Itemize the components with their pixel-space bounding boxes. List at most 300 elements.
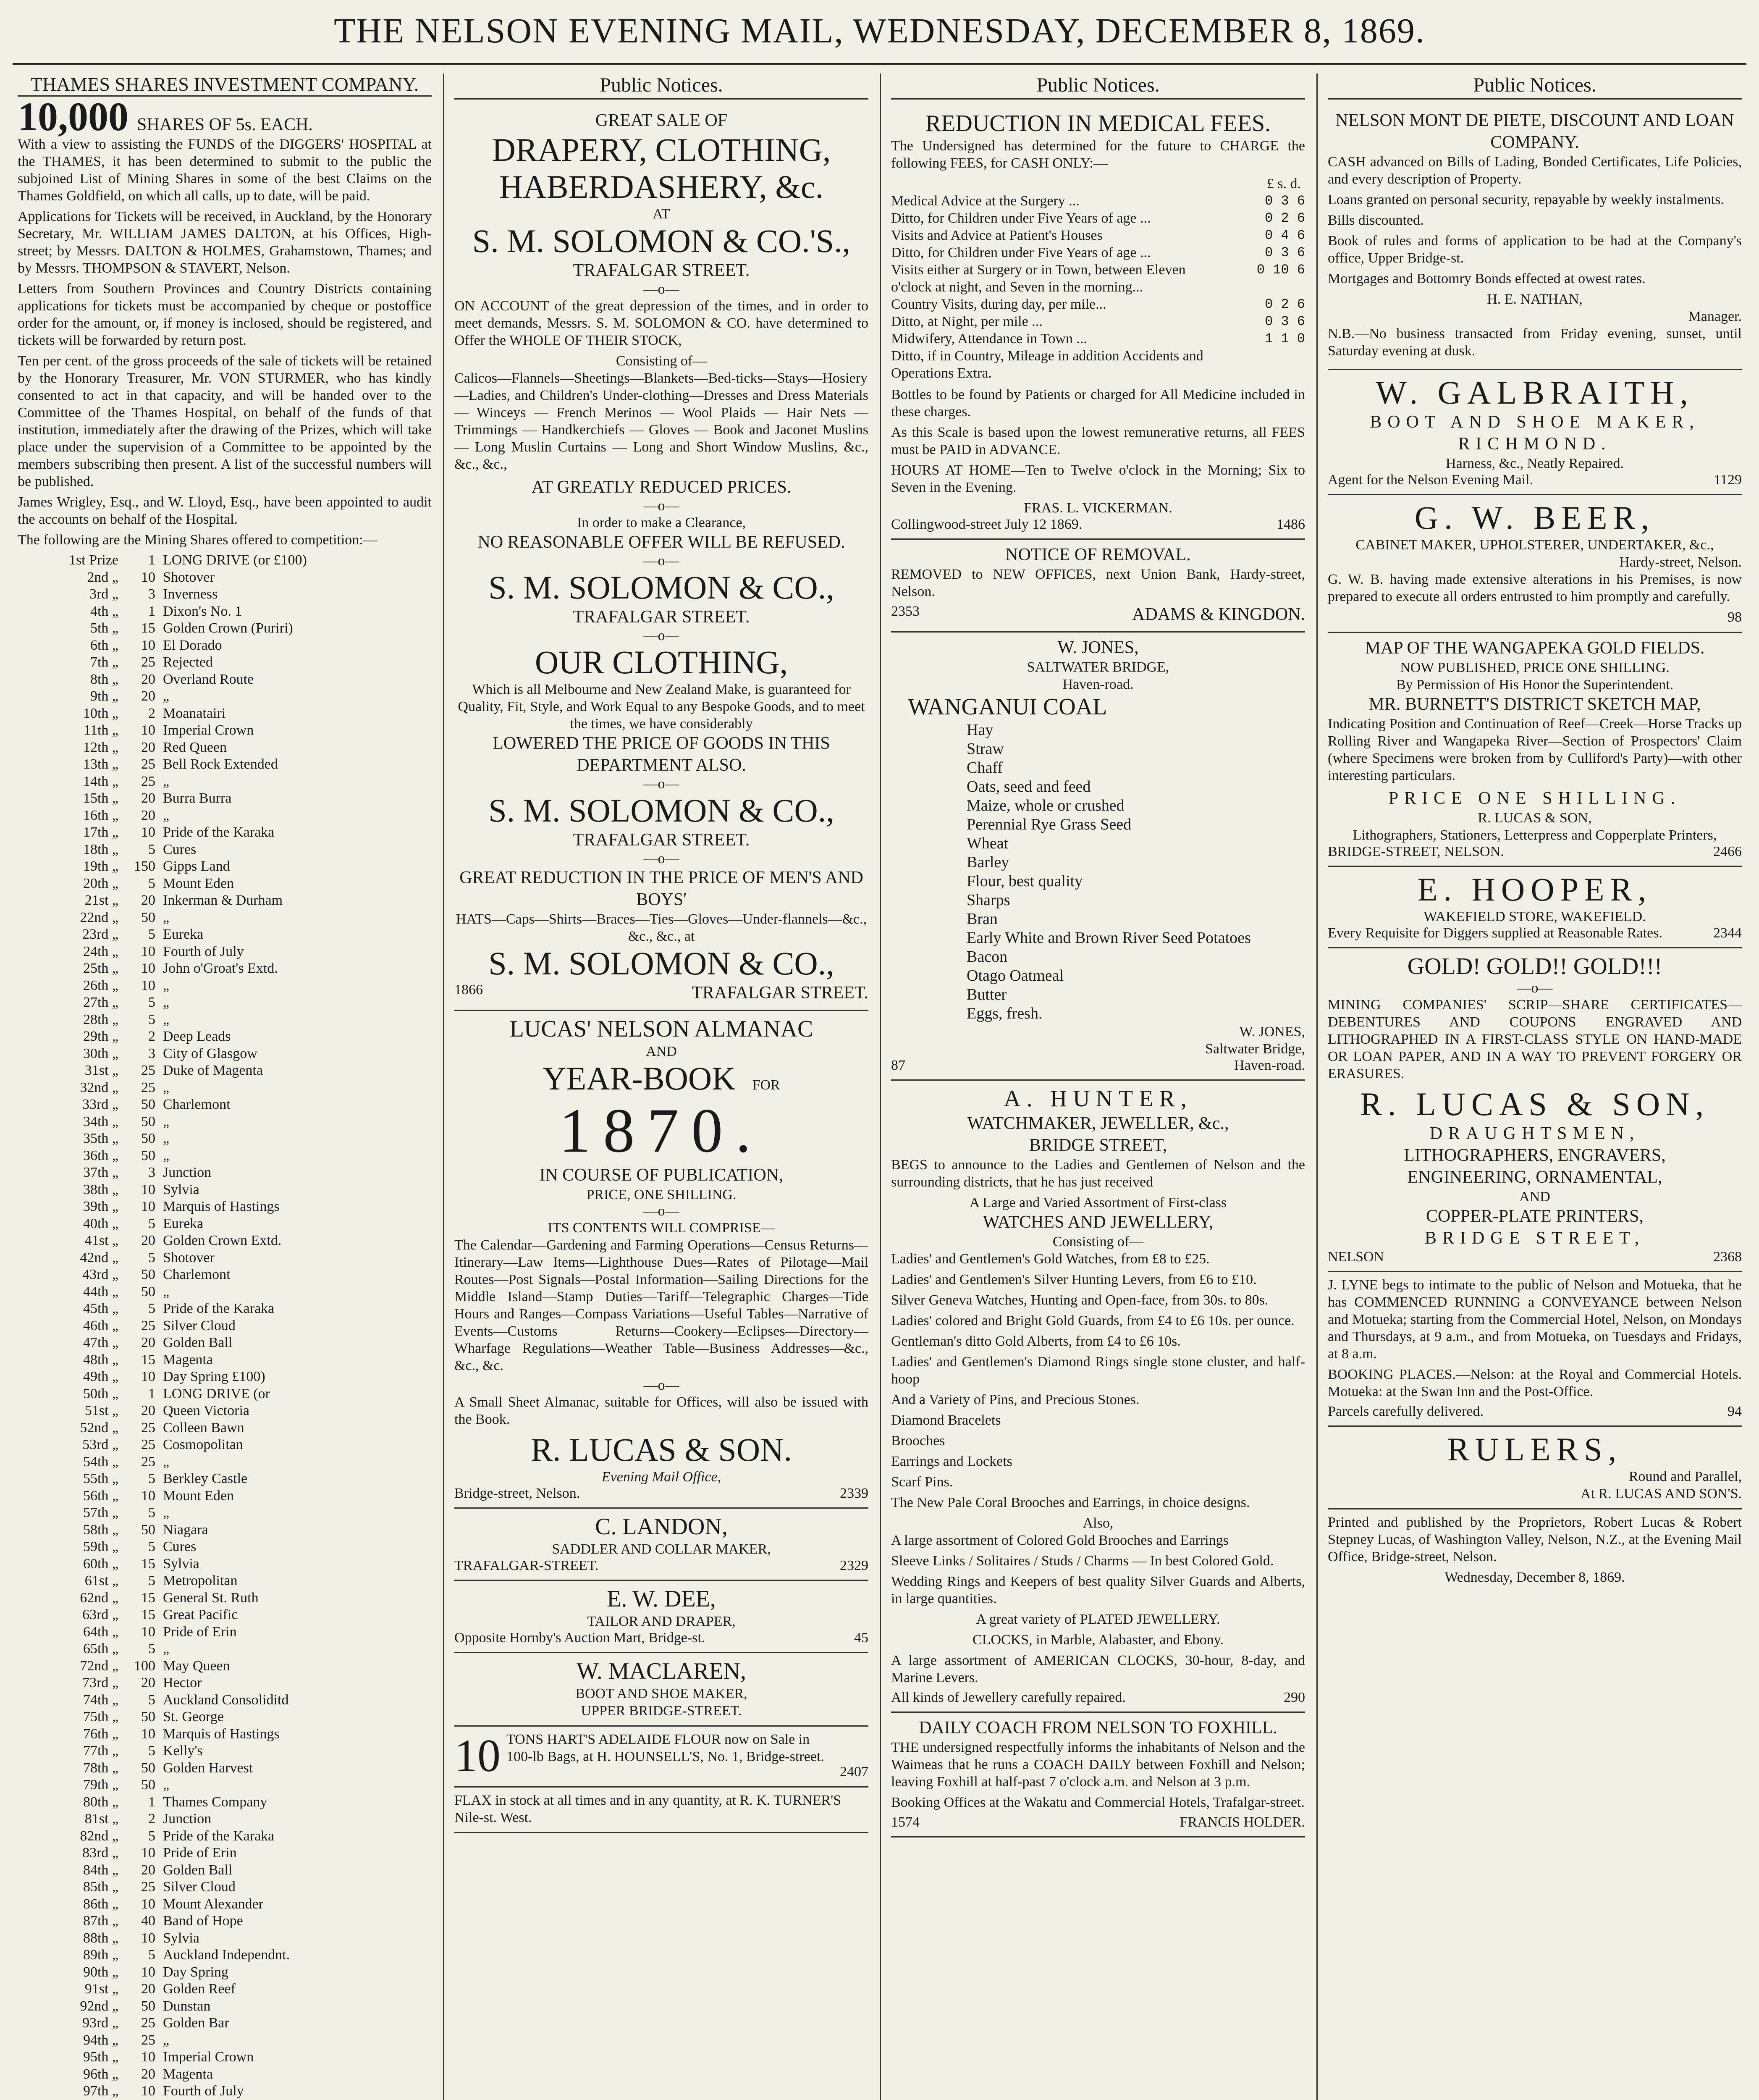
jewellery-item: Ladies' colored and Bright Gold Guards, from £4 to £6 10s. per ounce.: [891, 1313, 1295, 1328]
jones-signature: W. JONES,: [1239, 1024, 1305, 1040]
prize-cell: 5: [148, 1215, 155, 1231]
prize-cell: 25: [141, 756, 155, 772]
prize-cell: Queen Victoria: [163, 1403, 249, 1418]
prize-row: [18, 637, 432, 654]
prize-row: [18, 1284, 432, 1301]
booking-places: BOOKING PLACES.—Nelson: at the Royal and Commercial Hotels. Motueka: at the Swan Inn and the Post-Office.: [1328, 1367, 1742, 1399]
fees-table: [891, 192, 1305, 382]
prize-row: [18, 926, 432, 943]
prize-row: [18, 1045, 432, 1063]
prize-row: [18, 1198, 432, 1215]
prize-cell: 58th „: [83, 1522, 118, 1538]
prize-cell: 5: [148, 1505, 155, 1520]
prize-cell: Charlemont: [163, 1097, 231, 1112]
prize-cell: 5: [148, 995, 155, 1010]
prize-cell: „: [163, 1113, 170, 1129]
prize-cell: Golden Ball: [163, 1862, 233, 1878]
prize-cell: Day Spring £100): [163, 1369, 265, 1384]
jewellery-item: Ladies' and Gentlemen's Diamond Rings single stone cluster, and half-hoop: [891, 1354, 1305, 1387]
maclaren-desc: BOOT AND SHOE MAKER,: [575, 1686, 747, 1701]
prize-cell: 10: [141, 1964, 155, 1980]
prize-cell: „: [163, 995, 170, 1010]
prize-cell: Charlemont: [163, 1267, 231, 1282]
prize-cell: 50: [141, 1709, 155, 1725]
prize-cell: 5: [148, 1641, 155, 1656]
prize-cell: 5: [148, 1539, 155, 1554]
prize-cell: 5: [148, 841, 155, 857]
prize-row: [18, 1777, 432, 1794]
haven-road: Haven-road.: [1062, 677, 1134, 692]
prize-cell: 10: [141, 2083, 155, 2099]
thames-paragraph: Letters from Southern Provinces and Country Districts containing applications for tickets must be accompanied by cheque or postoffice order for the amount, or, if money is inclosed, should be registered, and tickets will be forwarded by return post.: [18, 281, 432, 348]
fee-value: 0 3 6: [1264, 193, 1305, 209]
prize-row: [18, 1113, 432, 1131]
hooper-text: Every Requisite for Diggers supplied at Reasonable Rates.: [1328, 925, 1662, 941]
prize-cell: 47th „: [83, 1335, 118, 1350]
ad-number: 2368: [1713, 1249, 1742, 1265]
goods-item: Early White and Brown River Seed Potatoes: [967, 929, 1251, 947]
imprint-date: Wednesday, December 8, 1869.: [1444, 1570, 1625, 1585]
prize-row: [18, 1624, 432, 1641]
prize-row: [18, 1590, 432, 1607]
burnett-map: MR. BURNETT'S DISTRICT SKETCH MAP,: [1368, 695, 1701, 714]
prize-cell: 3: [148, 1165, 155, 1180]
prize-cell: 25: [141, 1879, 155, 1895]
at-label: AT: [653, 206, 670, 222]
jones-name: W. JONES,: [1057, 638, 1139, 657]
prize-cell: City of Glasgow: [163, 1045, 257, 1061]
prize-row: [18, 1250, 432, 1267]
almanac-price: PRICE, ONE SHILLING.: [586, 1187, 737, 1202]
prize-cell: 3rd „: [89, 586, 118, 602]
prize-row: [18, 773, 432, 790]
prize-cell: 18th „: [83, 841, 118, 857]
drapery-heading: DRAPERY, CLOTHING,: [492, 131, 831, 168]
ad-number: 1866: [454, 982, 483, 998]
ad-number: 2329: [840, 1558, 868, 1573]
prize-cell: Junction: [163, 1165, 212, 1180]
goods-item: Oats, seed and feed: [967, 778, 1091, 795]
top-rule: [13, 63, 1746, 65]
prize-cell: 5: [148, 1471, 155, 1486]
prize-cell: 15: [141, 620, 155, 636]
cash-advanced: CASH advanced on Bills of Lading, Bonded Certificates, Life Policies, and every description of Property.: [1328, 154, 1742, 187]
prize-cell: „: [163, 688, 170, 704]
prize-cell: 10: [141, 1488, 155, 1504]
saltwater-bridge: SALTWATER BRIDGE,: [1027, 659, 1169, 675]
goods-list: [891, 721, 1305, 1023]
jewellery-item: The New Pale Coral Brooches and Earrings, in choice designs.: [891, 1495, 1250, 1510]
prize-cell: 2: [148, 705, 155, 721]
imprint: [1328, 1509, 1742, 1586]
prize-cell: 73rd „: [82, 1675, 118, 1690]
prize-cell: 1st Prize: [68, 552, 118, 568]
fee-description: Medical Advice at the Surgery ...: [891, 193, 1080, 209]
prize-row: [18, 1760, 432, 1777]
prize-cell: 100: [134, 1658, 155, 1674]
prize-cell: 85th „: [83, 1879, 118, 1895]
prize-cell: Golden Harvest: [163, 1760, 253, 1776]
prize-cell: Duke of Magenta: [163, 1063, 263, 1078]
agent-note: Agent for the Nelson Evening Mail.: [1328, 472, 1534, 488]
ad-number: 2353: [891, 604, 920, 619]
prize-cell: Magenta: [163, 1352, 213, 1368]
scale-note: As this Scale is based upon the lowest remunerative returns, all FEES must be PAID in ADVANCE.: [891, 425, 1305, 457]
lucas-son: R. LUCAS & SON.: [531, 1431, 792, 1468]
fee-description: Ditto, at Night, per mile ...: [891, 314, 1043, 329]
goods-item: Eggs, fresh.: [967, 1005, 1043, 1022]
american-clocks: A large assortment of AMERICAN CLOCKS, 30-hour, 8-day, and Marine Levers.: [891, 1653, 1305, 1685]
column-2: [445, 74, 878, 2100]
prize-row: [18, 1692, 432, 1709]
reduced-prices: AT GREATLY REDUCED PRICES.: [531, 478, 792, 497]
prize-cell: Fourth of July: [163, 2083, 244, 2099]
prize-row: [18, 756, 432, 773]
prize-cell: El Dorado: [163, 637, 222, 653]
in-publication: IN COURSE OF PUBLICATION,: [539, 1166, 784, 1185]
prize-cell: 20: [141, 1233, 155, 1248]
fee-value: 0 10 6: [1256, 262, 1305, 278]
almanac-year: 1870.: [559, 1096, 764, 1166]
prize-cell: 15th „: [83, 790, 118, 806]
prize-cell: John o'Groat's Extd.: [163, 961, 278, 976]
prize-cell: „: [163, 1147, 170, 1163]
bridge-street: Bridge-street, Nelson.: [454, 1486, 580, 1501]
prize-cell: 37th „: [83, 1165, 118, 1180]
prize-row: [18, 858, 432, 875]
draughtsmen: DRAUGHTSMEN,: [1429, 1124, 1640, 1143]
lucas-desc: Lithographers, Stationers, Letterpress and Copperplate Printers,: [1353, 827, 1717, 843]
prize-cell: Golden Crown (Puriri): [163, 620, 293, 636]
prize-cell: 10: [141, 1199, 155, 1214]
prize-cell: 33rd „: [82, 1097, 118, 1112]
prize-row: [18, 892, 432, 909]
beer-ad: [1328, 495, 1742, 633]
prize-row: [18, 909, 432, 927]
solomon-firm-3: S. M. SOLOMON & CO.,: [488, 792, 834, 829]
prize-row: [18, 1504, 432, 1522]
prize-row: [18, 1300, 432, 1318]
fee-description: Ditto, for Children under Five Years of age ...: [891, 210, 1151, 226]
prize-cell: Imperial Crown: [163, 2049, 254, 2065]
prize-cell: 5: [148, 1947, 155, 1963]
map-published: NOW PUBLISHED, PRICE ONE SHILLING.: [1400, 660, 1670, 675]
ad-number: 2339: [840, 1486, 868, 1501]
prize-cell: 5: [148, 1828, 155, 1844]
masthead: THE NELSON EVENING MAIL, WEDNESDAY, DECEMBER 8, 1869.: [334, 11, 1425, 50]
prize-cell: Shotover: [163, 569, 215, 585]
prize-cell: 7th „: [90, 654, 118, 670]
prize-cell: 5: [148, 1743, 155, 1759]
prize-cell: 75th „: [83, 1709, 118, 1725]
prize-cell: „: [163, 1011, 170, 1027]
prize-row: [18, 875, 432, 892]
hours-note: HOURS AT HOME—Ten to Twelve o'clock in the Morning; Six to Seven in the Evening.: [891, 462, 1305, 495]
prize-cell: 57th „: [83, 1505, 118, 1520]
prize-cell: 84th „: [83, 1862, 118, 1878]
prize-row: [18, 1862, 432, 1879]
fee-row: [891, 261, 1305, 296]
prize-cell: 83rd „: [82, 1845, 118, 1861]
prize-row: [18, 1420, 432, 1437]
prize-cell: 10: [141, 1930, 155, 1946]
account-paragraph: ON ACCOUNT of the great depression of the times, and in order to meet demands, Messrs. S. M. SOLOMON & CO. have determined to Offer the WHOLE OF THEIR STOCK,: [454, 298, 868, 348]
prize-cell: 20: [141, 1981, 155, 1997]
lowered-price: LOWERED THE PRICE OF GOODS IN THIS DEPARTMENT ALSO.: [493, 734, 830, 775]
fee-description: Country Visits, during day, per mile...: [891, 297, 1106, 312]
prize-cell: 34th „: [83, 1113, 118, 1129]
trafalgar-street-3: TRAFALGAR STREET.: [573, 830, 750, 850]
prize-cell: 15: [141, 1607, 155, 1622]
prize-cell: „: [163, 1454, 170, 1470]
prize-cell: Kelly's: [163, 1743, 203, 1759]
prize-row: [18, 1181, 432, 1199]
landon-name: C. LANDON,: [595, 1514, 728, 1540]
prize-cell: 20: [141, 739, 155, 755]
prize-cell: 59th „: [83, 1539, 118, 1554]
fee-row: [891, 330, 1305, 347]
prize-cell: 9th „: [90, 688, 118, 704]
prize-cell: Golden Bar: [163, 2015, 229, 2031]
prize-cell: Rejected: [163, 654, 213, 670]
prize-cell: 10: [141, 1369, 155, 1384]
prize-cell: Deep Leads: [163, 1029, 231, 1044]
prize-cell: 43rd „: [82, 1267, 118, 1282]
also-label: Also,: [1083, 1515, 1114, 1531]
prize-cell: 12th „: [83, 739, 118, 755]
ad-number: 98: [1728, 609, 1742, 625]
prize-cell: 80th „: [83, 1794, 118, 1810]
beer-desc: CABINET MAKER, UPHOLSTERER, UNDERTAKER, &c.,: [1355, 537, 1714, 553]
prize-cell: 45th „: [83, 1301, 118, 1316]
prize-cell: 1: [148, 1386, 155, 1402]
dee-desc: TAILOR AND DRAPER,: [587, 1614, 736, 1629]
loans: Loans granted on personal security, repayable by weekly instalments.: [1328, 192, 1724, 207]
jones-ad: [891, 633, 1305, 1081]
prize-cell: Burra Burra: [163, 790, 232, 806]
prize-cell: 10th „: [83, 705, 118, 721]
prize-cell: „: [163, 773, 170, 789]
bottles-note: Bottles to be found by Patients or charged for All Medicine included in these charges.: [891, 387, 1305, 420]
jones-signature-3: Haven-road.: [1234, 1058, 1305, 1073]
wanganui-coal: WANGANUI COAL: [908, 694, 1107, 720]
prize-cell: 27th „: [83, 995, 118, 1010]
jewellery-item: Diamond Bracelets: [891, 1412, 1001, 1428]
fee-value: 0 3 6: [1264, 314, 1305, 329]
clearance: In order to make a Clearance,: [577, 515, 746, 530]
prize-cell: 10: [141, 977, 155, 993]
solomon-ad: GREAT SALE OF DRAPERY, CLOTHING, HABERDASHERY, &c. AT S. M. SOLOMON & CO.'S., TRAFALGAR STREET. —o— ON ACCOUNT of the great depression of the times, and in order to meet demands, Messrs. S. M. SOLOMON & CO. have determined to Offer the WHOLE OF THEIR STOCK, Consisting of— Calicos—Flannels—Sheetings—Blankets—Bed-ticks—Stays—Hosiery—Ladies, and Children's Under-clothing—Dresses and Dress Materials — Winceys — French Merinos — Wool Plaids — Hair Nets — Trimmings — Handkerchiefs — Gloves — Book and Jaconet Muslins — Long Muslin Curtains — Long and Short Window Muslins, &c., &c., &c., AT GREATLY REDUCED PRICES. —o— In order to make a Clearance, NO REASONABLE OFFER WILL BE REFUSED. —o— S. M. SOLOMON & CO., TRAFALGAR STREET. —o— OUR CLOTHING, Which is all Melbourne and New Zealand Make, is guaranteed for Quality, Fit, Style, and Work Equal to any Bespoke Goods, and to meet the times, we have considerably LOWERED THE PRICE OF GOODS IN THIS DEPARTMENT ALSO. —o— S. M. SOLOMON & CO., TRAFALGAR STREET. —o— GREAT REDUCTION IN THE PRICE OF MEN'S AND BOYS' HATS—Caps—Shirts—Braces—Ties—Gloves—Under-flannels—&c., &c., &c., at S. M. SOLOMON & CO., 1866 TRAFALGAR STREET.: [454, 105, 868, 1011]
prize-cell: Shotover: [163, 1250, 215, 1265]
great-reduction: GREAT REDUCTION IN THE PRICE OF MEN'S AND BOYS': [459, 868, 863, 909]
richmond: RICHMOND.: [1458, 434, 1612, 454]
prize-row: [18, 1079, 432, 1097]
dee-ad: [454, 1581, 868, 1653]
prize-cell: Dunstan: [163, 1998, 211, 2014]
thames-title: THAMES SHARES INVESTMENT COMPANY.: [18, 74, 432, 97]
fee-description: Visits either at Surgery or in Town, between Eleven o'clock at night, and Seven in the morning...: [891, 262, 1186, 295]
trafalgar-street: TRAFALGAR STREET.: [573, 261, 750, 280]
map-ad: [1328, 633, 1742, 867]
prize-cell: Day Spring: [163, 1964, 228, 1980]
prize-row: [18, 586, 432, 603]
prize-cell: 10: [141, 824, 155, 840]
prize-cell: Silver Cloud: [163, 1318, 236, 1334]
prize-row: [18, 1538, 432, 1556]
prize-cell: „: [163, 807, 170, 823]
flax-ad: FLAX in stock at all times and in any quantity, at R. K. TURNER'S Nile-st. West.: [454, 1788, 868, 1833]
prize-cell: 36th „: [83, 1147, 118, 1163]
prize-cell: 65th „: [83, 1641, 118, 1656]
prize-row: [18, 2049, 432, 2066]
hunter-name: A. HUNTER,: [1004, 1086, 1193, 1112]
prize-cell: 16th „: [83, 807, 118, 823]
fees-columns: £ s. d.: [1266, 176, 1301, 192]
prize-cell: 40: [141, 1913, 155, 1929]
jewellery-item: Silver Geneva Watches, Hunting and Open-face, from 30s. to 80s.: [891, 1292, 1269, 1308]
prize-row: [18, 1368, 432, 1386]
prize-cell: Pride of Erin: [163, 1845, 237, 1861]
prize-cell: 63rd „: [82, 1607, 118, 1622]
thames-paragraphs: [18, 136, 432, 549]
hunter-street: BRIDGE STREET,: [1029, 1136, 1167, 1155]
harness: Harness, &c., Neatly Repaired.: [1446, 456, 1624, 471]
prize-cell: 1: [148, 1794, 155, 1810]
fee-description: Ditto, if in Country, Mileage in addition Accidents and Operations Extra.: [891, 348, 1203, 381]
prize-cell: 74th „: [83, 1692, 118, 1708]
haberdashery-heading: HABERDASHERY, &c.: [499, 168, 824, 205]
prize-cell: 5th „: [90, 620, 118, 636]
column-3: [882, 74, 1314, 2100]
prize-cell: 20: [141, 892, 155, 908]
map-title: MAP OF THE WANGAPEKA GOLD FIELDS.: [1365, 638, 1705, 658]
hats-line: HATS—Caps—Shirts—Braces—Ties—Gloves—Under-flannels—&c., &c., &c., at: [456, 911, 867, 944]
prize-cell: „: [163, 2032, 170, 2048]
prize-cell: May Queen: [163, 1658, 230, 1674]
almanac-title: LUCAS' NELSON ALMANAC: [509, 1016, 813, 1042]
fee-description: Ditto, for Children under Five Years of age ...: [891, 245, 1151, 260]
solomon-firm: S. M. SOLOMON & CO.'S.,: [472, 223, 851, 259]
prize-row: [18, 2083, 432, 2100]
prize-row: [18, 1743, 432, 1760]
ad-number: 45: [854, 1630, 868, 1646]
prize-cell: 72nd „: [80, 1658, 118, 1674]
contents-header: ITS CONTENTS WILL COMPRISE—: [548, 1220, 775, 1236]
fees-title: REDUCTION IN MEDICAL FEES.: [925, 110, 1271, 136]
prize-row: [18, 1318, 432, 1335]
public-notices-header: Public Notices.: [1328, 74, 1742, 100]
removal-ad: [891, 540, 1305, 633]
prize-row: [18, 1096, 432, 1113]
prize-row: [18, 1675, 432, 1692]
prize-cell: 4th „: [90, 603, 118, 619]
lyne-ad: [1328, 1272, 1742, 1427]
thames-paragraph: James Wrigley, Esq., and W. Lloyd, Esq., have been appointed to audit the accounts on behalf of the Hospital.: [18, 494, 432, 527]
and-label: AND: [1519, 1189, 1550, 1205]
prize-row: [18, 2066, 432, 2083]
prize-cell: 150: [134, 858, 155, 874]
prize-cell: „: [163, 1284, 170, 1299]
prize-cell: 50: [141, 909, 155, 925]
prize-cell: 87th „: [83, 1913, 118, 1929]
manager-label: Manager.: [1688, 309, 1742, 324]
prize-cell: 89th „: [83, 1947, 118, 1963]
prize-cell: Dixon's No. 1: [163, 603, 242, 619]
prize-row: [18, 1470, 432, 1488]
prize-cell: „: [163, 1505, 170, 1520]
prize-cell: Metropolitan: [163, 1573, 238, 1588]
prize-cell: Berkley Castle: [163, 1471, 248, 1486]
rules: Book of rules and forms of application to be had at the Company's office, Upper Bridge-st.: [1328, 233, 1742, 266]
prize-cell: 5: [148, 1692, 155, 1708]
prize-cell: Inkerman & Durham: [163, 892, 283, 908]
column-divider: [1316, 74, 1318, 2100]
prize-row: [18, 603, 432, 620]
prize-cell: General St. Ruth: [163, 1590, 259, 1606]
prize-cell: 20: [141, 1675, 155, 1690]
prize-list: [18, 552, 432, 2100]
prize-cell: 10: [141, 1726, 155, 1742]
prize-cell: 50: [141, 1522, 155, 1538]
prize-row: [18, 705, 432, 722]
goods-item: Flour, best quality: [967, 872, 1083, 890]
prize-cell: 20: [141, 807, 155, 823]
lucas-son-2: R. LUCAS & SON,: [1360, 1086, 1709, 1122]
jewellery-item: Scarf Pins.: [891, 1474, 953, 1490]
jones-signature-2: Saltwater Bridge,: [1205, 1041, 1305, 1057]
jewellery-item: Brooches: [891, 1433, 945, 1449]
mortgages: Mortgages and Bottomry Bonds effected at owest rates.: [1328, 271, 1646, 286]
prize-row: [18, 1981, 432, 1998]
prize-cell: 50: [141, 1131, 155, 1146]
fee-value: 0 3 6: [1264, 245, 1305, 260]
prize-cell: 86th „: [83, 1896, 118, 1912]
bridge-street: BRIDGE STREET,: [1424, 1228, 1645, 1248]
solomon-firm-2: S. M. SOLOMON & CO.,: [488, 569, 834, 606]
prize-row: [18, 1794, 432, 1811]
prize-cell: 25: [141, 1454, 155, 1470]
prize-row: [18, 688, 432, 705]
ad-number: 2344: [1713, 925, 1742, 941]
prize-cell: Mount Eden: [163, 875, 234, 891]
fee-row: [891, 313, 1305, 330]
ad-number: 1486: [1277, 517, 1305, 532]
prize-cell: 20: [141, 1862, 155, 1878]
fees-intro: The Undersigned has determined for the future to CHARGE the following FEES, for CASH ONLY:—: [891, 138, 1305, 171]
fee-row: [891, 347, 1305, 382]
removal-title: NOTICE OF REMOVAL.: [1005, 545, 1191, 564]
small-almanac: A Small Sheet Almanac, suitable for Offices, will also be issued with the Book.: [454, 1394, 868, 1427]
prize-cell: Imperial Crown: [163, 722, 254, 738]
jewellery-item: Gentleman's ditto Gold Alberts, from £4 to £6 10s.: [891, 1334, 1181, 1349]
permission: By Permission of His Honor the Superintendent.: [1396, 677, 1674, 693]
prize-row: [18, 1386, 432, 1403]
ad-number: 87: [891, 1058, 905, 1073]
francis-holder: FRANCIS HOLDER.: [1180, 1814, 1305, 1830]
goods-item: Barley: [967, 853, 1009, 871]
fee-row: [891, 210, 1305, 227]
prize-row: [18, 994, 432, 1011]
hooper-addr: WAKEFIELD STORE, WAKEFIELD.: [1423, 909, 1646, 924]
prize-row: [18, 1215, 432, 1233]
prize-cell: Pride of the Karaka: [163, 1301, 275, 1316]
prize-row: [18, 1913, 432, 1930]
prize-row: [18, 1658, 432, 1675]
prize-cell: 10: [141, 943, 155, 959]
jewellery-item: And a Variety of Pins, and Precious Stones.: [891, 1392, 1140, 1407]
prize-cell: Cosmopolitan: [163, 1437, 243, 1452]
prize-cell: 2nd „: [87, 569, 118, 585]
